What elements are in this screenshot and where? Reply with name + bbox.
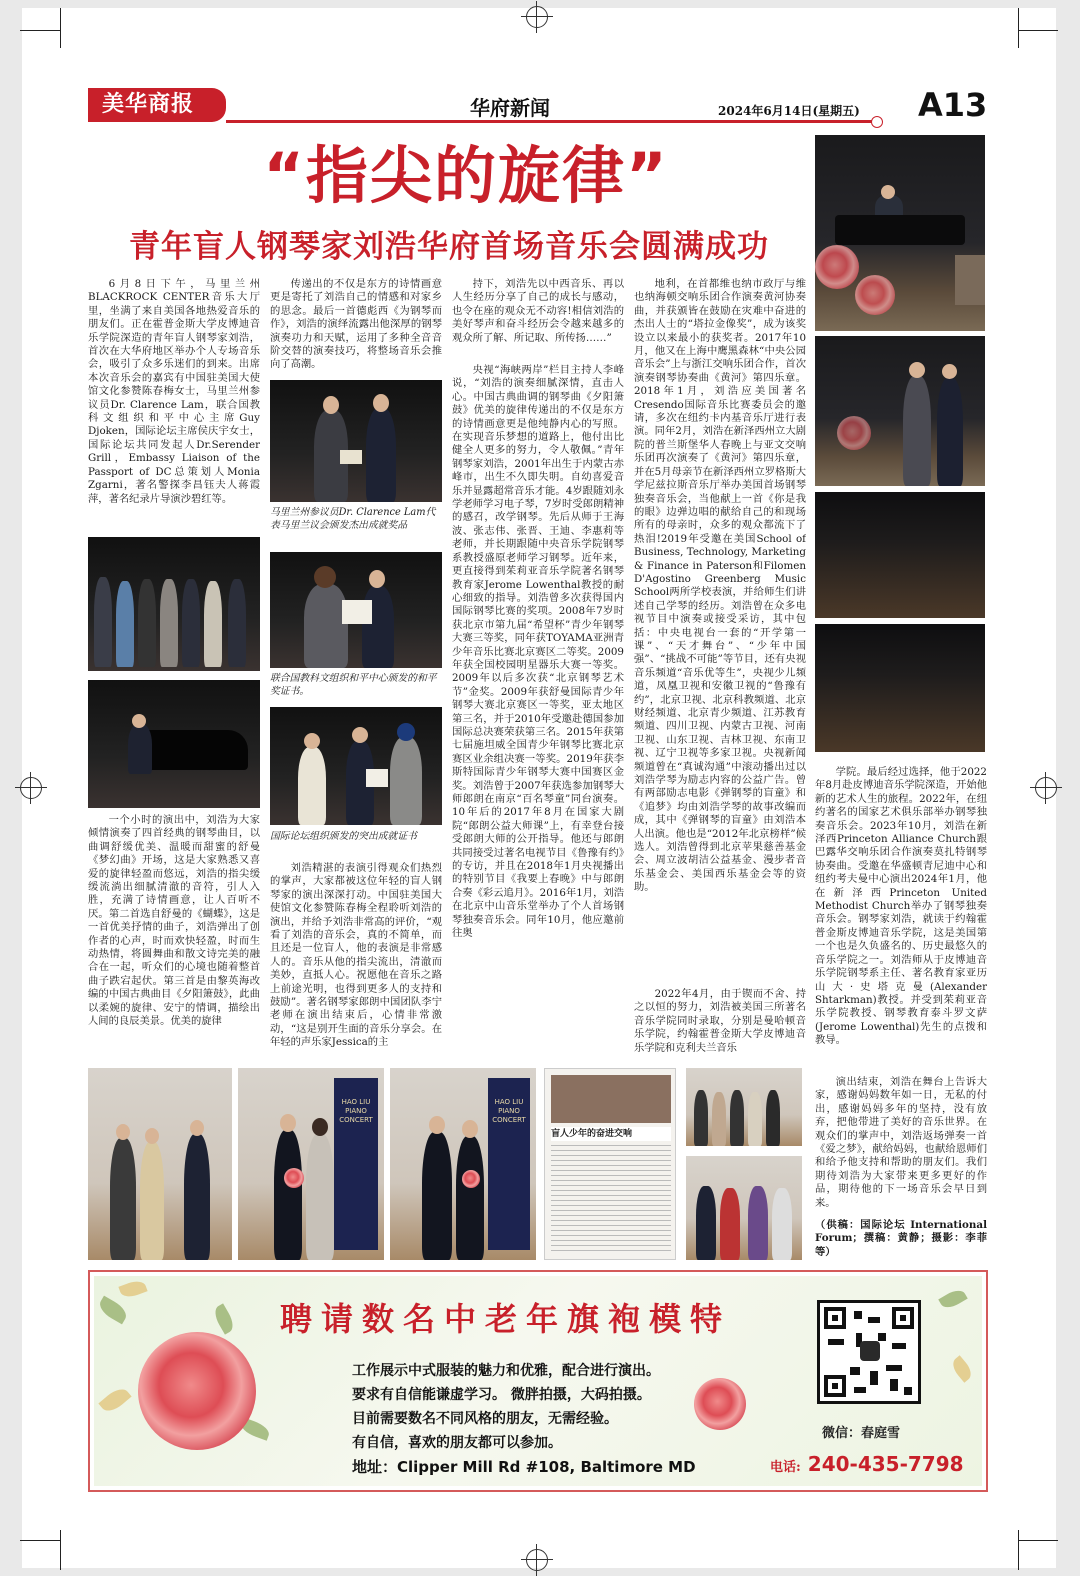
photo-peace-award xyxy=(270,552,442,668)
photo-lobby-group-1 xyxy=(88,1068,232,1260)
article-column-5b xyxy=(815,1076,987,1218)
photo-lobby-mother-son xyxy=(238,1068,384,1260)
crop-mark xyxy=(20,1540,60,1541)
headline: “指尖的旋律” xyxy=(263,139,669,212)
ad-line-4: 有自信，喜欢的朋友都可以参加。 xyxy=(352,1435,562,1451)
ad-phone-number[interactable]: 240-435-7798 xyxy=(807,1452,964,1476)
rose-illustration-small xyxy=(694,1378,746,1430)
newspaper-logo: 美华商报 xyxy=(88,88,226,122)
article-paragraph: 6月8日下午，马里兰州BLACKROCK CENTER音乐大厅里，坐满了来自美国各地热爱音乐的朋友们。正在霍普金斯大学皮博迪音乐学院深造的青年盲人钢琴家刘浩，首次在大华府地区举办个人专场音乐会，吸引了众多乐迷们的到来。出席本次音乐会的嘉宾有中国驻美国大使馆文化参赞陈春梅女士，马里兰州参议员Dr. Clarence Lam，联合国教科文组织和平中心主席Guy Djoken，国际论坛主席侯庆宇女士，国际论坛共同发起人Dr.Serender Grill，Embassy Liaison of the Passport of DC总策划人Monia Zgarni，著名警探李昌钰夫人蒋霞萍，著名纪录片导演沙碧红等。 xyxy=(88,278,260,505)
subheadline: 青年盲人钢琴家刘浩华府首场音乐会圆满成功 xyxy=(129,229,769,265)
crop-mark xyxy=(1018,1530,1019,1570)
article-column-2 xyxy=(270,278,442,374)
article-paragraph: 2022年4月，由于锲而不舍、持之以恒的努力，刘浩被美国三所著名音乐学院同时录取，分别是曼哈顿音乐学院，约翰霍普金斯大学皮博迪音乐学院和克利夫兰音乐 xyxy=(634,988,806,1054)
article-paragraph: 央视“海峡两岸”栏目主持人李峰说，“刘浩的演奏细腻深情，直击人心。中国古典曲调的钢琴曲《夕阳箫鼓》优美的旋律传递出的不仅是东方的诗情画意更是他纯静内心的写照。在实现音乐梦想的道路上，他付出比健全人更多的努力，令人敬佩。”青年钢琴家刘浩，2001年出生于内蒙古赤峰市，出生不久即失明。自幼喜爱音乐并显露超常音乐才能。4岁跟随刘永学老师学习电子琴，7岁时受郎朗精神的感召，改学钢琴。先后从师于王海波、张志伟、张晋、王迪、李惠莉等老师，并长期跟随中央音乐学院钢琴系教授盛原老师学习钢琴。近年来，更直接得到茱莉亚音乐学院著名钢琴教育家Jerome Lowenthal教授的耐心细致的指导。刘浩曾多次获得国内国际钢琴比赛的奖项。2008年7岁时获北京市第九届“希望杯”青少年钢琴大赛三等奖，同年获TOYAMA亚洲青少年音乐比赛北京赛区二等奖。2009年获全国校园明星器乐大赛一等奖。2009年以后多次获“北京钢琴艺术节”金奖。2009年获舒曼国际青少年钢琴大赛北京赛区一等奖，亚太地区第三名，并于2010年受邀赴德国参加国际总决赛荣获第三名。2015年获第七届施坦威全国青少年钢琴比赛北京赛区业余组决赛一等奖。2019年获李斯特国际青少年钢琴大赛中国赛区金奖。刘浩曾于2007年获选参加钢琴大师郎朗在南京“百名琴童”同台演奏。10年后的2017年8月在国家大剧院“郎朗公益大师课”上，有幸登台接受郎朗大师的公开指导。他还与郎朗共同接受过著名电视节目《鲁豫有约》的专访，并且在2018年1月央视播出的特别节目《我要上春晚》中与郎朗合奏《彩云追月》。2016年1月，刘浩在北京中山音乐堂举办了个人首场钢琴独奏音乐会。同年10月，他应邀前往奥 xyxy=(452,364,624,940)
ad-title: 聘请数名中老年旗袍模特 xyxy=(280,1300,732,1338)
article-column-3 xyxy=(452,278,624,362)
ad-line-3: 目前需要数名不同风格的朋友，无需经验。 xyxy=(352,1411,618,1427)
ad-phone-label: 电话: xyxy=(770,1460,801,1475)
photo-caption: 马里兰州参议员Dr. Clarence Lam代表马里兰议会颁发杰出成就奖品 xyxy=(270,507,436,531)
ad-line-1: 工作展示中式服装的魅力和优雅，配合进行演出。 xyxy=(352,1363,660,1379)
article-paragraph: 一个小时的演出中，刘浩为大家倾情演奏了四首经典的钢琴曲目，以曲调舒缓优美、温暖而甜蜜的舒曼《梦幻曲》开场，这是大家熟悉又喜爱的旋律轻盈而悠远，刘浩的指尖缓缓流淌出细腻清澈的音符，引人入胜，充满了诗情画意，让人百听不厌。第二首选自舒曼的《蝴蝶》，这是一首优美抒情的曲子，刘浩弹出了创作者的心声，时而欢快轻盈，时而生动热情，将圆舞曲和散文诗完美的融合在一起，听众们的心境也随着整首曲子跌宕起伏。第三首是由黎英海改编的中国古典曲目《夕阳箫鼓》，此曲以柔婉的旋律、安宁的情调，描绘出人间的良辰美景。优美的旋律 xyxy=(88,814,260,1028)
section-title: 华府新闻 xyxy=(470,96,550,120)
registration-mark-right xyxy=(1035,777,1057,799)
photo-senator-award xyxy=(270,380,442,502)
article-column-1 xyxy=(88,278,260,528)
ad-address: 地址：Clipper Mill Rd #108, Baltimore MD xyxy=(352,1458,696,1476)
article-paragraph: 学院。最后经过选择，他于2022年8月赴皮博迪音乐学院深造，开始他新的艺术人生的旅程。2022年，在纽约著名的国家艺术俱乐部举办钢琴独奏音乐会。2023年10月，刘浩在新泽西Princeton Alliance Church跟巴露华交响乐团合作演奏莫扎特钢琴协奏曲。受邀在华盛顿青尼迪中心和纽约考夫曼中心演出2024年1月，他在新泽西Princeton United Methodist Church举办了钢琴独奏音乐会。钢琴家刘浩，就读于约翰霍普金斯皮博迪音乐学院，这是美国第一个也是久负盛名的、历史最悠久的音乐学院之一。刘浩师从于皮博迪音乐学院钢琴系主任、著名教育家亚历山大·史塔克曼(Alexander Shtarkman)教授。并受到茱莉亚音乐学院教授、钢琴教育泰斗罗文萨(Jerome Lowenthal)先生的点拨和教导。 xyxy=(815,766,987,1047)
rose-illustration xyxy=(138,1332,256,1450)
photo-caption: 联合国教科文组织和平中心颁发的和平奖证书。 xyxy=(270,673,437,697)
photo-forum-award xyxy=(270,707,442,825)
masthead-rule xyxy=(226,120,876,123)
masthead-rule-dot xyxy=(871,116,883,128)
photo-lobby-group-3 xyxy=(686,1156,802,1260)
photo-group-on-stage xyxy=(88,537,260,671)
photo-pianist-at-piano xyxy=(88,680,260,808)
photo-audience-2 xyxy=(815,624,985,752)
article-paragraph: 传递出的不仅是东方的诗情画意更是寄托了刘浩自己的情感和对家乡的思念。最后一首德彪西《为钢琴而作》，刘浩的演绎流露出他深厚的钢琴演奏功力和天赋，运用了多种全音音阶交替的演奏技巧，将整场音乐会推向了高潮。 xyxy=(270,278,442,371)
article-paragraph: 演出结束，刘浩在舞台上告诉大家，感谢妈妈数年如一日，无私的付出，感谢妈妈多年的坚持，没有放弃，把他带进了美好的音乐世界。在观众们的掌声中，刘浩返场弹奏一首《爱之梦》，献给妈妈，也献给恩师们和给予他支持和帮助的朋友们。我们期待刘浩为大家带来更多更好的作品，期待他的下一场音乐会早日到来。 xyxy=(815,1076,987,1209)
concert-banner-text: HAO LIU PIANO CONCERT xyxy=(339,1098,373,1124)
article-column-3b xyxy=(452,364,624,1058)
article-paragraph: 地利，在首都维也纳市政厅与维也纳海顿交响乐团合作演奏黄河协奏曲，并获颁皆在鼓励在灾难中奋进的杰出人士的“塔拉金像奖”，成为该奖设立以来最小的获奖者。2017年10月，他又在上海中鹰黑森林“中央公园音乐会”上与浙江交响乐团合作，首次演奏钢琴协奏曲《黄河》第四乐章。2018年1月，刘浩应美国著名Cresendo国际音乐比赛委员会的邀请，多次在纽约卡内基音乐厅进行表演。同年2月，刘浩在新泽西州立大剧院的普兰斯堡华人春晚上与亚文交响乐团再次演奏了《黄河》第四乐章，并在5月母亲节在新泽西州立罗格斯大学尼兹拉斯音乐厅举办美国首场钢琴独奏音乐会，当他献上一首《你是我的眼》边弹边唱的献给自己的和现场所有的母亲时，众多的观众都流下了热泪!2019年受邀在美国School of Business, Technology, Marketing & Finance in Paterson和Filomen D'Agostino Greenberg Music School两所学校表演，并给师生们讲述自己学琴的经历。刘浩曾在众多电视节目中演奏或接受采访，其中包括：中央电视台一套的“开学第一课”、“天才舞台”、“少年中国强”、“挑战不可能”等节目，还有央视音乐频道“音乐优等生”，央视少儿频道，凤凰卫视和安徽卫视的“鲁豫有约”，北京卫视、北京科教频道、北京财经频道、北京青少频道、江苏教育频道、四川卫视、内蒙古卫视、河南卫视、山东卫视、吉林卫视、东南卫视、辽宁卫视等多家卫视。央视新闻频道曾在“真诚沟通”中滚动播出过以刘浩学琴为励志内容的公益广告。曾有两部励志电影《弹钢琴的盲童》和《追梦》均由刘浩学琴的故事改编而成，其中《弹钢琴的盲童》由刘浩本人出演。他也是“2012年北京榜样”候选人。刘浩曾得到北京苹果慈善基金会、周立波胡洁公益基金、漫步者音乐基金会、美国西乐基金会等的资助。 xyxy=(634,278,806,894)
article-paragraph: 刘浩精湛的表演引得观众们热烈的掌声，大家都被这位年轻的盲人钢琴家的演出深深打动。中国驻美国大使馆文化参赞陈春梅全程聆听刘浩的演出，并给予刘浩非常高的评价，“观看了刘浩的音乐会，真的不简单，而且还是一位盲人，他的表演是非常感人的。音乐从他的指尖流出，清澈而美妙，直抵人心。祝愿他在音乐之路上前途光明，也得到更多人的支持和鼓励”。著名钢琴家郎朗中国团队李宁老师在演出结束后，心情非常激动，“这是别开生面的音乐分享会。在年轻的声乐家Jessica的主 xyxy=(270,862,442,1049)
article-credit: （供稿：国际论坛 International Forum；撰稿：黄静；摄影：李菲等） xyxy=(815,1219,987,1258)
recruitment-advertisement xyxy=(88,1270,988,1492)
photo-pianist-stage-flowers xyxy=(815,135,985,331)
photo-audience-1 xyxy=(815,492,985,618)
crop-mark xyxy=(1018,30,1058,31)
concert-banner-text: HAO LIU PIANO CONCERT xyxy=(492,1098,526,1124)
article-column-4 xyxy=(634,278,806,984)
clipping-title: 盲人少年的奋进交响 xyxy=(551,1127,671,1141)
registration-mark-bottom xyxy=(526,1549,548,1571)
crop-mark xyxy=(1018,1540,1058,1541)
article-paragraph: 持下，刘浩先以中西音乐、再以人生经历分享了自己的成长与感动，也令在座的观众无不动容!相信刘浩的美好琴声和奋斗经历会令越来越多的观众所了解、所记取、所传扬……” xyxy=(452,278,624,344)
registration-mark-left xyxy=(20,777,42,799)
photo-host-and-pianist xyxy=(815,336,985,486)
article-column-2b xyxy=(270,862,442,1058)
page-number: A13 xyxy=(918,86,988,124)
photo-newspaper-clipping xyxy=(544,1068,676,1260)
issue-date: 2024年6月14日(星期五) xyxy=(718,104,860,118)
article-column-4b xyxy=(634,988,806,1058)
crop-mark xyxy=(20,30,60,31)
ad-line-2: 要求有自信能谦虚学习。 微胖拍摄，大码拍摄。 xyxy=(352,1387,651,1403)
crop-mark xyxy=(60,1530,61,1570)
crop-mark xyxy=(60,8,61,48)
article-column-1b xyxy=(88,814,260,1058)
registration-mark-top xyxy=(526,6,548,28)
crop-mark xyxy=(1018,8,1019,48)
ad-phone xyxy=(770,1452,964,1476)
article-column-5 xyxy=(815,766,987,1064)
wechat-qr-code[interactable] xyxy=(817,1300,921,1404)
photo-lobby-group-2 xyxy=(686,1068,802,1146)
photo-lobby-two-men xyxy=(390,1068,536,1260)
photo-caption: 国际论坛组织颁发的突出成就证书 xyxy=(270,831,417,842)
ad-wechat-id: 微信：春庭雪 xyxy=(822,1426,901,1441)
